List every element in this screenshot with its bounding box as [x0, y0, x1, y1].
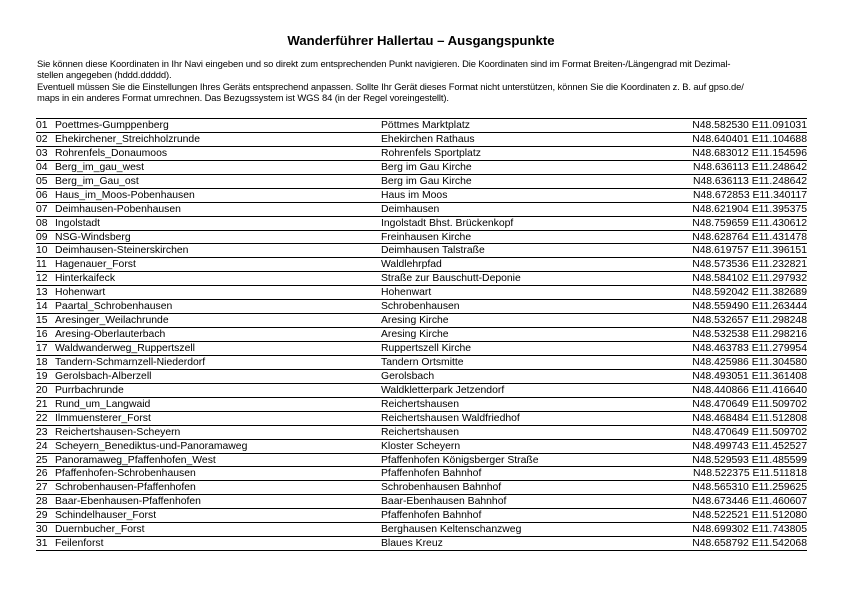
- row-number: 10: [36, 245, 48, 257]
- row-number: 16: [36, 329, 48, 341]
- row-number: 30: [36, 524, 48, 536]
- coordinates: N48.759659 E11.430612: [692, 217, 807, 229]
- table-row: [36, 342, 807, 356]
- row-number: 04: [36, 161, 48, 173]
- start-location: Pfaffenhofen Bahnhof: [381, 468, 482, 480]
- coordinates: N48.440866 E11.416640: [692, 384, 807, 396]
- route-name: Reichertshausen-Scheyern: [55, 426, 181, 438]
- table-row: [36, 537, 807, 551]
- table-row: [36, 356, 807, 370]
- start-location: Deimhausen: [381, 203, 440, 215]
- row-number: 05: [36, 175, 48, 187]
- start-location: Straße zur Bauschutt-Deponie: [381, 273, 521, 285]
- coordinates: N48.565310 E11.259625: [692, 482, 807, 494]
- coordinates: N48.658792 E11.542068: [692, 538, 807, 550]
- row-number: 09: [36, 231, 48, 243]
- route-name: Feilenforst: [55, 538, 104, 550]
- coordinates: N48.582530 E11.091031: [692, 120, 807, 131]
- start-location: Ruppertszell Kirche: [381, 343, 472, 354]
- start-location: Pöttmes Marktplatz: [381, 120, 470, 131]
- start-location: Ehekirchen Rathaus: [381, 133, 475, 145]
- row-number: 22: [36, 412, 48, 424]
- route-name: Schindelhauser_Forst: [55, 510, 157, 522]
- table-row: [36, 454, 807, 468]
- route-name: Berg_im_Gau_ost: [55, 175, 139, 187]
- start-location: Tandern Ortsmitte: [381, 356, 464, 368]
- table-row: [36, 133, 807, 147]
- row-number: 24: [36, 440, 48, 452]
- table-row: [36, 481, 807, 495]
- coordinates: N48.636113 E11.248642: [692, 161, 807, 173]
- row-number: 13: [36, 287, 48, 299]
- coordinates: N48.532538 E11.298216: [692, 329, 807, 341]
- coordinates: N48.529593 E11.485599: [692, 454, 807, 466]
- route-name: Deimhausen-Pobenhausen: [55, 203, 181, 215]
- coordinates: N48.468484 E11.512808: [692, 412, 807, 424]
- table-row: [36, 509, 807, 523]
- table-row: [36, 370, 807, 384]
- coordinates: N48.699302 E11.743805: [692, 524, 807, 536]
- intro-line: Eventuell müssen Sie die Einstellungen Ihres Geräts entsprechend anpassen. Sollte Ihr Gerät dieses Format nicht unterstützen, können Sie die Koordinaten z. B. auf gpso.de/: [37, 80, 744, 92]
- route-name: Ingolstadt: [55, 217, 101, 229]
- row-number: 01: [36, 120, 48, 131]
- row-number: 03: [36, 147, 48, 159]
- row-number: 15: [36, 315, 48, 327]
- start-location: Hohenwart: [381, 287, 432, 299]
- table-row: [36, 384, 807, 398]
- route-name: Rund_um_Langwaid: [55, 398, 151, 410]
- coordinates: N48.463783 E11.279954: [692, 343, 807, 354]
- coordinates: N48.522521 E11.512080: [692, 510, 807, 522]
- start-location: Gerolsbach: [381, 370, 435, 382]
- table-row: [36, 300, 807, 314]
- coordinates: N48.522375 E11.511818: [692, 468, 807, 480]
- start-location: Reichertshausen Waldfriedhof: [381, 412, 520, 424]
- route-name: Ehekirchener_Streichholzrunde: [55, 133, 200, 145]
- coordinates: N48.559490 E11.263444: [692, 301, 807, 313]
- coordinates: N48.532657 E11.298248: [692, 315, 807, 327]
- coordinates: N48.672853 E11.340117: [692, 189, 807, 201]
- coordinates: N48.636113 E11.248642: [692, 175, 807, 187]
- row-number: 12: [36, 273, 48, 285]
- route-name: Hohenwart: [55, 287, 106, 299]
- route-name: Waldwanderweg_Ruppertszell: [55, 343, 195, 354]
- table-row: [36, 467, 807, 481]
- start-location: Schrobenhausen: [381, 301, 460, 313]
- row-number: 02: [36, 133, 48, 145]
- start-location: Pfaffenhofen Bahnhof: [381, 510, 482, 522]
- start-location: Baar-Ebenhausen Bahnhof: [381, 496, 507, 508]
- table-row: [36, 440, 807, 454]
- intro-line: Sie können diese Koordinaten in Ihr Navi eingeben und so direkt zum entsprechenden Punkt navigieren. Die Koordinaten sind im Format Breiten-/Längengrad mit Dezimal-: [37, 58, 731, 69]
- start-location: Deimhausen Talstraße: [381, 245, 485, 257]
- route-name: Scheyern_Benediktus-und-Panoramaweg: [55, 440, 248, 452]
- coordinates: N48.628764 E11.431478: [692, 231, 807, 243]
- table-row: [36, 203, 807, 217]
- page-title: Wanderführer Hallertau – Ausgangspunkte: [287, 33, 555, 48]
- table-row: [36, 147, 807, 161]
- start-location: Waldlehrpfad: [381, 259, 442, 271]
- route-name: NSG-Windsberg: [55, 231, 131, 243]
- route-name: Poettmes-Gumppenberg: [55, 120, 169, 131]
- route-name: Ilmmuensterer_Forst: [55, 412, 151, 424]
- coordinates: N48.584102 E11.297932: [692, 273, 807, 285]
- coordinates: N48.683012 E11.154596: [692, 147, 807, 159]
- coordinates: N48.621904 E11.395375: [692, 203, 807, 215]
- row-number: 08: [36, 217, 48, 229]
- table-row: [36, 258, 807, 272]
- row-number: 29: [36, 510, 48, 522]
- table-row: [36, 314, 807, 328]
- row-number: 17: [36, 343, 48, 354]
- start-location: Pfaffenhofen Königsberger Straße: [381, 454, 539, 466]
- route-name: Aresing-Oberlauterbach: [55, 329, 166, 341]
- coordinates: N48.470649 E11.509702: [692, 398, 807, 410]
- start-location: Waldkletterpark Jetzendorf: [381, 384, 505, 396]
- row-number: 14: [36, 301, 48, 313]
- start-location: Berg im Gau Kirche: [381, 175, 472, 187]
- route-table: [36, 118, 807, 551]
- row-number: 11: [36, 259, 47, 271]
- row-number: 21: [36, 398, 48, 410]
- route-name: Pfaffenhofen-Schrobenhausen: [55, 468, 196, 480]
- row-number: 23: [36, 426, 48, 438]
- table-row: [36, 244, 807, 258]
- coordinates: N48.470649 E11.509702: [692, 426, 807, 438]
- route-name: Aresinger_Weilachrunde: [55, 315, 169, 327]
- row-number: 28: [36, 496, 48, 508]
- route-name: Hagenauer_Forst: [55, 259, 136, 271]
- coordinates: N48.640401 E11.104688: [692, 133, 807, 145]
- start-location: Aresing Kirche: [381, 329, 449, 341]
- start-location: Blaues Kreuz: [381, 538, 443, 550]
- row-number: 06: [36, 189, 48, 201]
- route-name: Gerolsbach-Alberzell: [55, 370, 152, 382]
- route-name: Hinterkaifeck: [55, 273, 116, 285]
- coordinates: N48.592042 E11.382689: [692, 287, 807, 299]
- table-row: [36, 118, 807, 133]
- table-row: [36, 286, 807, 300]
- row-number: 19: [36, 370, 48, 382]
- start-location: Rohrenfels Sportplatz: [381, 147, 481, 159]
- route-name: Panoramaweg_Pfaffenhofen_West: [55, 454, 216, 466]
- route-name: Tandern-Schmarnzell-Niederdorf: [55, 356, 206, 368]
- table-row: [36, 217, 807, 231]
- start-location: Haus im Moos: [381, 189, 448, 201]
- start-location: Reichertshausen: [381, 398, 459, 410]
- table-row: [36, 328, 807, 342]
- coordinates: N48.425986 E11.304580: [692, 356, 807, 368]
- route-name: Baar-Ebenhausen-Pfaffenhofen: [55, 496, 201, 508]
- table-row: [36, 272, 807, 286]
- route-name: Paartal_Schrobenhausen: [55, 301, 173, 313]
- start-location: Reichertshausen: [381, 426, 459, 438]
- start-location: Ingolstadt Bhst. Brückenkopf: [381, 217, 514, 229]
- start-location: Kloster Scheyern: [381, 440, 461, 452]
- row-number: 20: [36, 384, 48, 396]
- table-row: [36, 161, 807, 175]
- table-row: [36, 412, 807, 426]
- row-number: 26: [36, 468, 48, 480]
- row-number: 25: [36, 454, 48, 466]
- route-name: Berg_im_gau_west: [55, 161, 144, 173]
- row-number: 18: [36, 356, 48, 368]
- coordinates: N48.499743 E11.452527: [692, 440, 807, 452]
- intro-text: [37, 58, 809, 103]
- coordinates: N48.493051 E11.361408: [692, 370, 807, 382]
- coordinates: N48.619757 E11.396151: [692, 245, 807, 257]
- table-row: [36, 398, 807, 412]
- start-location: Berghausen Keltenschanzweg: [381, 524, 522, 536]
- row-number: 31: [36, 538, 48, 550]
- table-row: [36, 495, 807, 509]
- table-row: [36, 523, 807, 537]
- table-row: [36, 175, 807, 189]
- route-name: Duernbucher_Forst: [55, 524, 145, 536]
- intro-line: stellen angegeben (hddd.ddddd).: [37, 69, 172, 81]
- route-name: Rohrenfels_Donaumoos: [55, 147, 168, 159]
- start-location: Aresing Kirche: [381, 315, 449, 327]
- intro-line: maps in ein anderes Format umrechnen. Das Bezugssystem ist WGS 84 (in der Regel voreingestellt).: [37, 91, 449, 103]
- start-location: Schrobenhausen Bahnhof: [381, 482, 502, 494]
- start-location: Freinhausen Kirche: [381, 231, 472, 243]
- route-name: Schrobenhausen-Pfaffenhofen: [55, 482, 196, 494]
- route-name: Haus_im_Moos-Pobenhausen: [55, 189, 195, 201]
- table-row: [36, 189, 807, 203]
- row-number: 07: [36, 203, 48, 215]
- row-number: 27: [36, 482, 48, 494]
- table-row: [36, 426, 807, 440]
- coordinates: N48.573536 E11.232821: [692, 259, 807, 271]
- coordinates: N48.673446 E11.460607: [692, 496, 807, 508]
- route-name: Deimhausen-Steinerskirchen: [55, 245, 189, 257]
- route-name: Purrbachrunde: [55, 384, 124, 396]
- table-row: [36, 231, 807, 245]
- start-location: Berg im Gau Kirche: [381, 161, 472, 173]
